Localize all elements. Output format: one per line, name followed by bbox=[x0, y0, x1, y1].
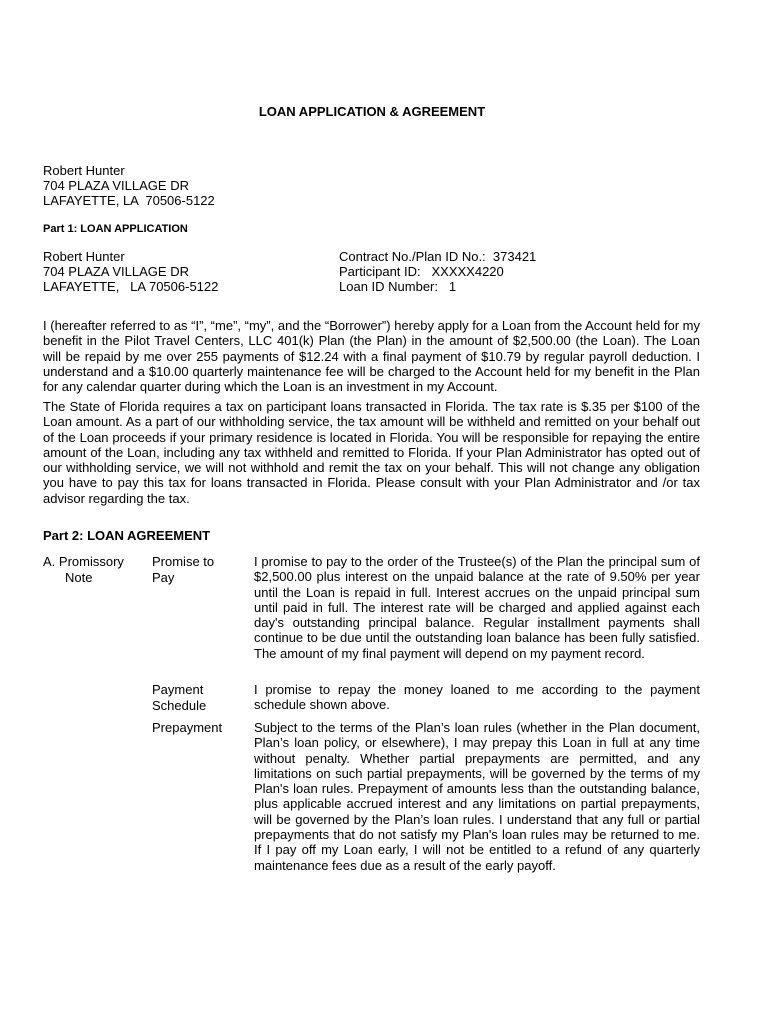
payment-schedule-text: I promise to repay the money loaned to me according to the payment schedule shown above. bbox=[254, 682, 700, 713]
contract-number: Contract No./Plan ID No.: 373421 bbox=[339, 249, 537, 264]
item-label-line2: Schedule bbox=[152, 698, 207, 713]
item-label-line1: Payment bbox=[152, 682, 204, 697]
recipient-street: 704 PLAZA VILLAGE DR bbox=[43, 178, 189, 193]
part1-heading: Part 1: LOAN APPLICATION bbox=[43, 223, 188, 235]
prepayment-text: Subject to the terms of the Plan’s loan rules (whether in the Plan document, Plan’s loan policy, or elsewhere), I may prepay this Loan in full at any time without penalty. Whether partial prepayments are permitted, and any limitations on such partial prepayments, will be governed by the terms of my Plan's loan rules. Prepayment of amounts less than the outstanding balance, plus applicable accrued interest and any limitations on partial prepayments, will be governed by the Plan’s loan rules. I understand that any full or partial prepayments that do not satisfy my Plan's loan rules may be returned to me. If I pay off my Loan early, I will not be entitled to a refund of any quarterly maintenance fees due as a result of the early payoff. bbox=[254, 720, 700, 873]
loan-identifiers bbox=[339, 249, 536, 294]
recipient-city: LAFAYETTE, LA 70506-5122 bbox=[43, 193, 215, 208]
part2-heading: Part 2: LOAN AGREEMENT bbox=[43, 528, 211, 543]
item-label-line1: Promise to bbox=[152, 554, 215, 569]
item-label-line2: Pay bbox=[152, 570, 175, 585]
payment-schedule-label bbox=[152, 682, 206, 714]
florida-tax-paragraph: The State of Florida requires a tax on participant loans transacted in Florida. The tax rate is $.35 per $100 of the Loan amount. As a part of our withholding service, the tax amount will be withheld and remitted on your behalf out of the Loan proceeds if your primary residence is located in Florida. You will be responsible for repaying the entire amount of the Loan, including any tax withheld and remitted to Florida. If your Plan Administrator has opted out of our withholding service, we will not withhold and remit the tax on your behalf. This will not change any obligation you have to pay this tax for loans transacted in Florida. Please consult with your Plan Administrator and /or tax advisor regarding the tax. bbox=[43, 399, 700, 506]
recipient-address bbox=[43, 163, 215, 208]
prepayment-label bbox=[152, 720, 222, 736]
promise-to-pay-label bbox=[152, 554, 214, 586]
section-a-label bbox=[43, 554, 124, 586]
borrower-street: 704 PLAZA VILLAGE DR bbox=[43, 264, 189, 279]
application-paragraph: I (hereafter referred to as “I”, “me”, “my”, and the “Borrower”) hereby apply for a Loan from the Account held for my benefit in the Pilot Travel Centers, LLC 401(k) Plan (the Plan) in the amount of $2,500.00 (the Loan). The Loan will be repaid by me over 255 payments of $12.24 with a final payment of $10.79 by regular payroll deduction. I understand and a $10.00 quarterly maintenance fee will be charged to the Account held for my benefit in the Plan for any calendar quarter during which the Loan is an investment in my Account. bbox=[43, 318, 700, 395]
promise-to-pay-text: I promise to pay to the order of the Trustee(s) of the Plan the principal sum of $2,500.00 plus interest on the unpaid balance at the rate of 9.50% per year until the Loan is repaid in full. Interest accrues on the unpaid principal sum until paid in full. The interest rate will be charged and applied against each day's outstanding principal balance. Regular installment payments shall continue to be due until the outstanding loan balance has been fully satisfied. The amount of my final payment will depend on my payment record. bbox=[254, 554, 700, 661]
loan-id-number: Loan ID Number: 1 bbox=[339, 279, 457, 294]
section-a-line2: Note bbox=[65, 570, 93, 585]
page-title: LOAN APPLICATION & AGREEMENT bbox=[258, 104, 486, 119]
borrower-city: LAFAYETTE, LA 70506-5122 bbox=[43, 279, 219, 294]
participant-id: Participant ID: XXXXX4220 bbox=[339, 264, 504, 279]
recipient-name: Robert Hunter bbox=[43, 163, 125, 178]
borrower-address bbox=[43, 249, 218, 294]
item-label-line1: Prepayment bbox=[152, 720, 223, 735]
borrower-name: Robert Hunter bbox=[43, 249, 125, 264]
section-a-line1: A. Promissory bbox=[43, 554, 124, 569]
